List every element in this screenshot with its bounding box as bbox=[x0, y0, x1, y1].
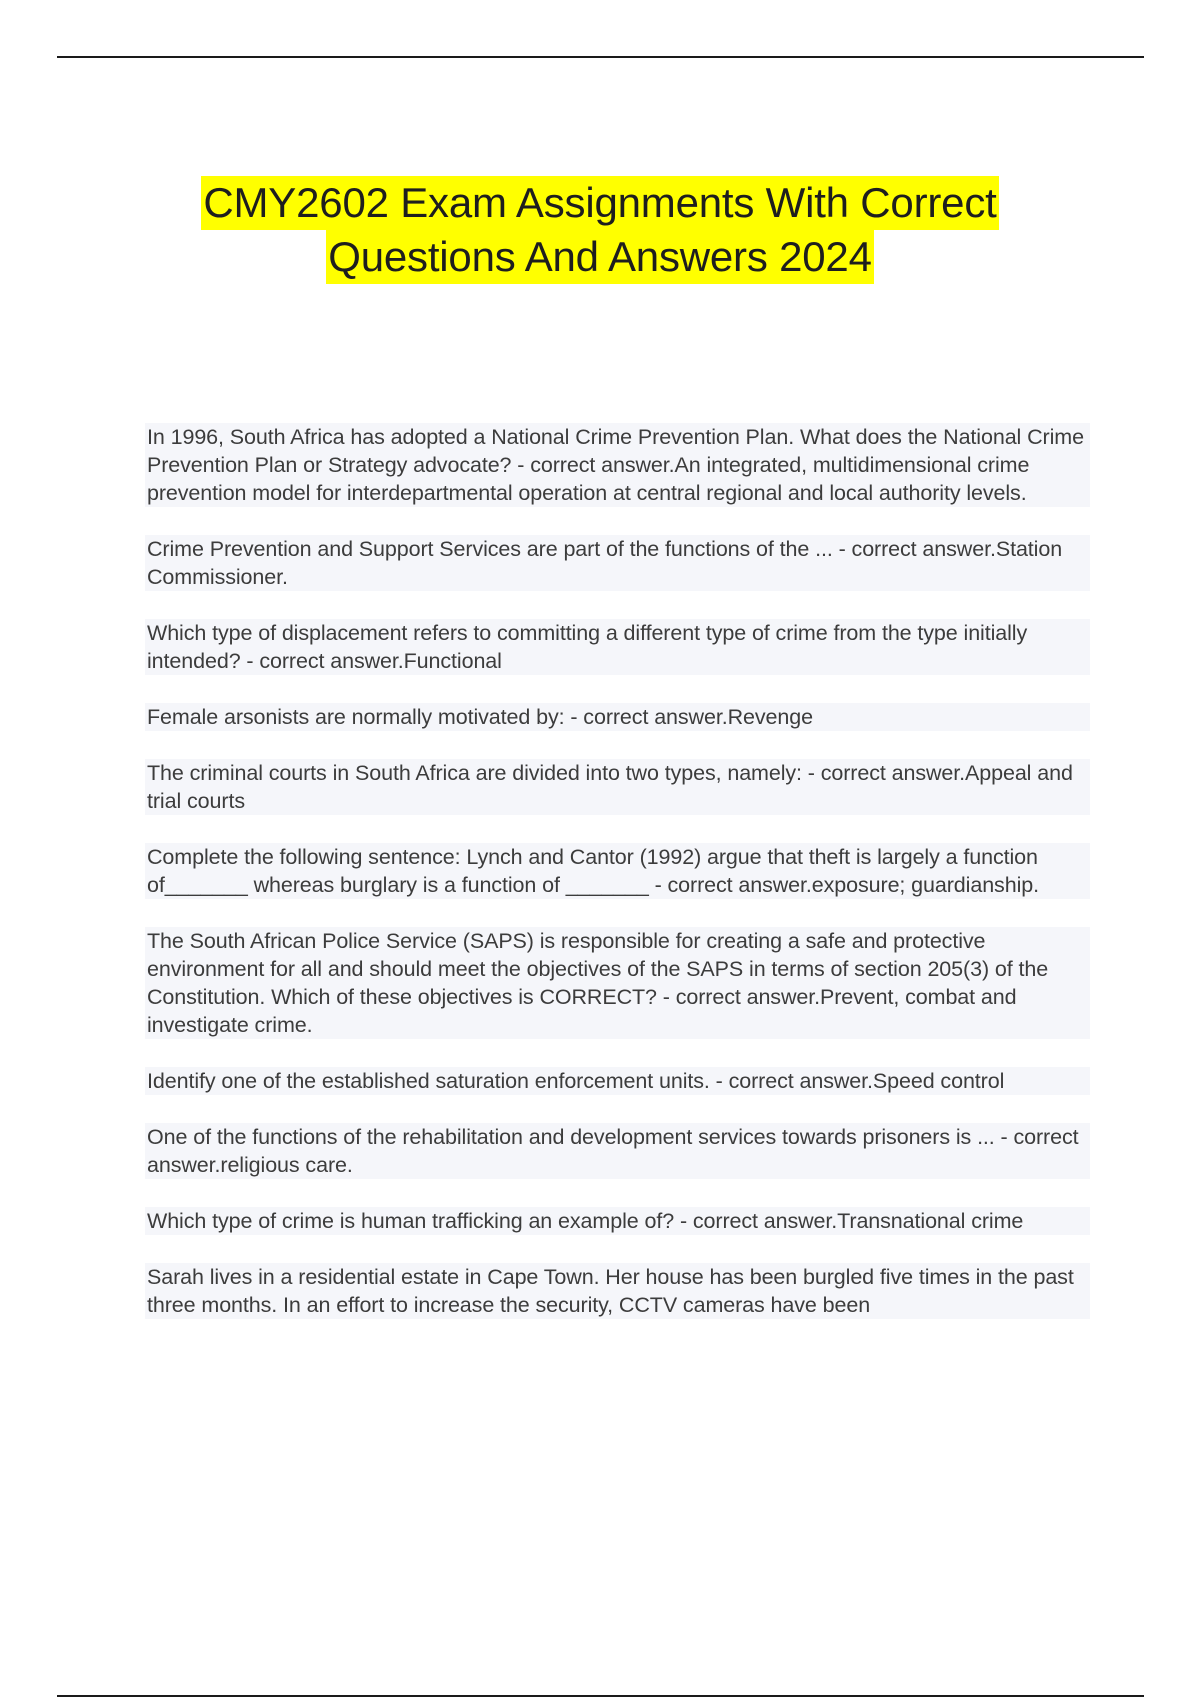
question-answer-list bbox=[145, 423, 1090, 1347]
document-title bbox=[0, 176, 1200, 284]
title-line-1: CMY2602 Exam Assignments With Correct bbox=[201, 176, 998, 230]
qa-item: Crime Prevention and Support Services are part of the functions of the ... - correct answer.Station Commissioner. bbox=[145, 535, 1090, 591]
qa-item: The South African Police Service (SAPS) is responsible for creating a safe and protective environment for all and should meet the objectives of the SAPS in terms of section 205(3) of the Constitution. Which of these objectives is CORRECT? - correct answer.Prevent, combat and investigate crime. bbox=[145, 927, 1090, 1039]
qa-item: Female arsonists are normally motivated by: - correct answer.Revenge bbox=[145, 703, 1090, 731]
qa-item: The criminal courts in South Africa are divided into two types, namely: - correct answer.Appeal and trial courts bbox=[145, 759, 1090, 815]
title-line-2: Questions And Answers 2024 bbox=[326, 230, 874, 284]
bottom-rule bbox=[57, 1695, 1144, 1697]
qa-item: Sarah lives in a residential estate in Cape Town. Her house has been burgled five times in the past three months. In an effort to increase the security, CCTV cameras have been bbox=[145, 1263, 1090, 1319]
qa-item: Complete the following sentence: Lynch and Cantor (1992) argue that theft is largely a function of_______ whereas burglary is a function of _______ - correct answer.exposure; guardianship. bbox=[145, 843, 1090, 899]
qa-item: One of the functions of the rehabilitation and development services towards prisoners is ... - correct answer.religious care. bbox=[145, 1123, 1090, 1179]
top-rule bbox=[57, 56, 1144, 58]
qa-item: Which type of crime is human trafficking an example of? - correct answer.Transnational crime bbox=[145, 1207, 1090, 1235]
qa-item: Identify one of the established saturation enforcement units. - correct answer.Speed control bbox=[145, 1067, 1090, 1095]
qa-item: In 1996, South Africa has adopted a National Crime Prevention Plan. What does the National Crime Prevention Plan or Strategy advocate? - correct answer.An integrated, multidimensional crime prevention model for interdepartmental operation at central regional and local authority levels. bbox=[145, 423, 1090, 507]
qa-item: Which type of displacement refers to committing a different type of crime from the type initially intended? - correct answer.Functional bbox=[145, 619, 1090, 675]
